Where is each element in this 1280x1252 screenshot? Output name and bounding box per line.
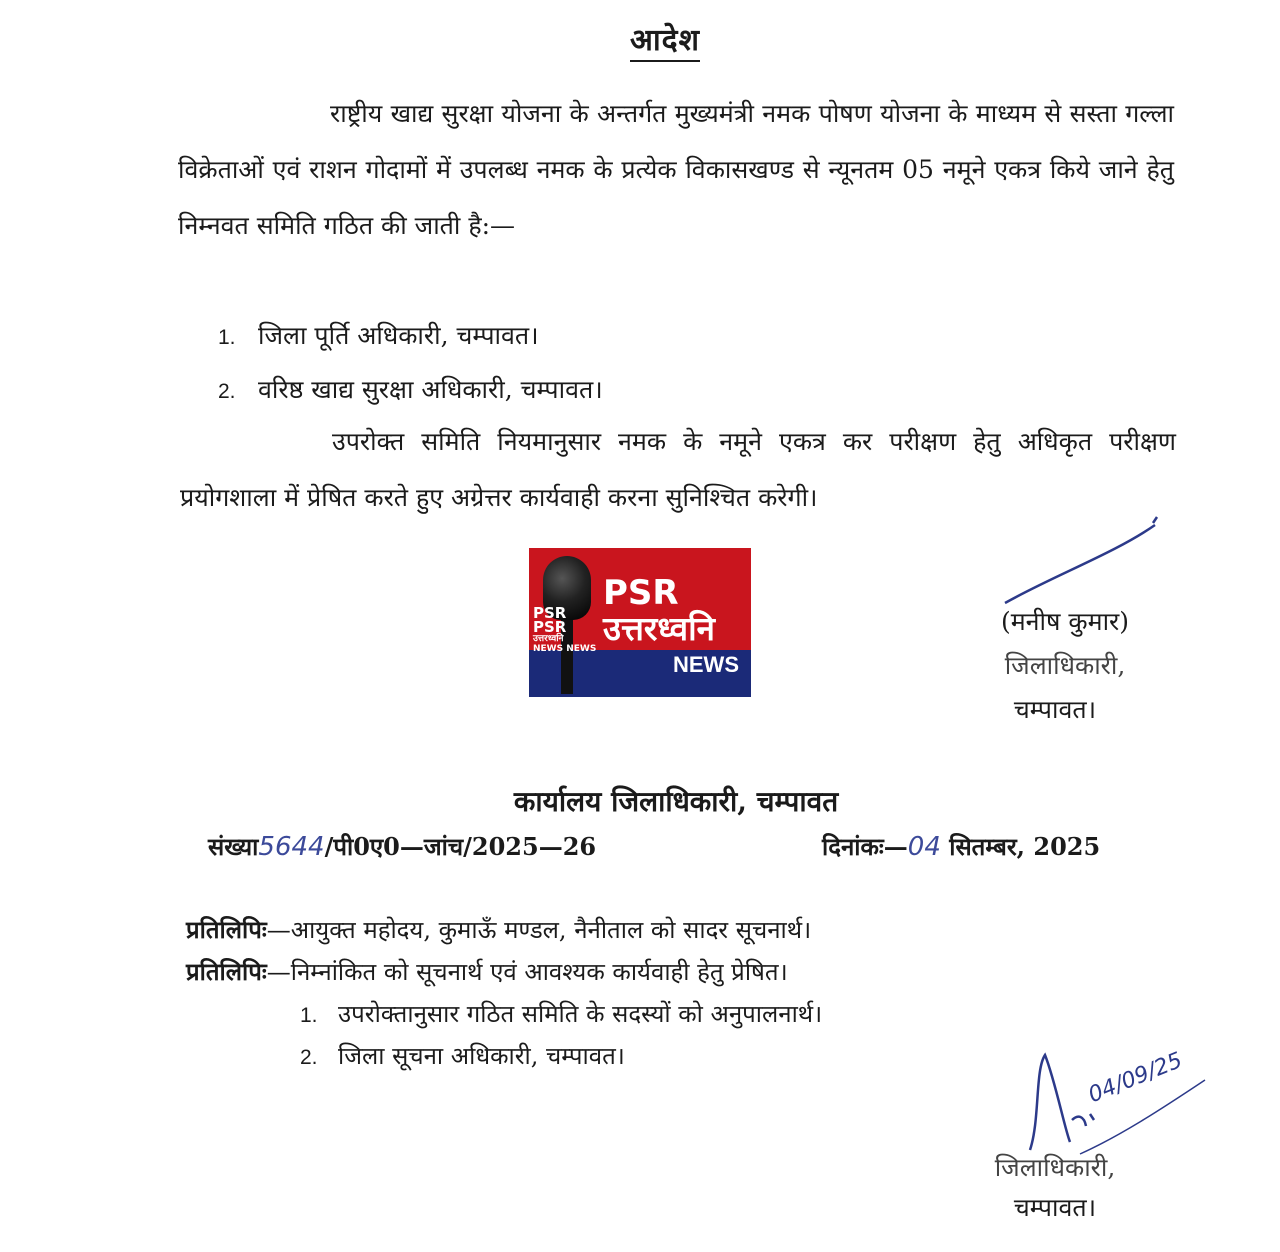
second-signature-date: 04/09/25 (1085, 1047, 1186, 1109)
list-number: 1. (218, 326, 236, 349)
order-heading (0, 18, 1280, 59)
committee-member-1 (218, 318, 539, 352)
reference-number (208, 830, 596, 863)
signatory-name: (मनीष कुमार) (1000, 607, 1130, 636)
office-heading: कार्यालय जिलाधिकारी, चम्पावत (513, 785, 839, 818)
signatory-designation: जिलाधिकारी, (1004, 651, 1126, 680)
second-signatory-place: चम्पावत। (1013, 1193, 1097, 1222)
copy-label: प्रतिलिपिः (186, 957, 267, 986)
list-number: 2. (218, 380, 236, 403)
copy-text: —निम्नांकित को सूचनार्थ एवं आवश्यक कार्यवाही हेतु प्रेषित। (266, 958, 788, 986)
mic-label-uttar: उत्तरध्वनि (533, 634, 564, 644)
order-heading-text: आदेश (630, 23, 700, 62)
reference-suffix: /पी0ए0—जांच/2025—26 (324, 832, 597, 861)
logo-uttardhwani: उत्तरध्वनि (603, 609, 716, 648)
copy-text: —आयुक्त महोदय, कुमाऊँ मण्डल, नैनीताल को सादर सूचनार्थ। (266, 916, 812, 944)
list-number: 2. (300, 1046, 318, 1069)
copy-label: प्रतिलिपिः (186, 915, 267, 944)
reference-date (822, 830, 1100, 863)
reference-handwritten-number: 5644 (258, 832, 325, 862)
date-rest: सितम्बर, 2025 (949, 832, 1101, 861)
list-text: जिला पूर्ति अधिकारी, चम्पावत। (258, 321, 539, 350)
copy-item-1 (300, 997, 822, 1030)
mic-label-psr: PSR PSR (533, 604, 567, 636)
reference-prefix: संख्या (208, 832, 259, 861)
copy-line-1 (186, 913, 811, 946)
logo-news: NEWS (673, 652, 739, 677)
psr-uttardhwani-logo (529, 548, 751, 697)
copy-line-2 (186, 955, 788, 988)
date-handwritten-day: 04 (907, 832, 941, 862)
second-signatory-designation: जिलाधिकारी, (994, 1153, 1116, 1182)
list-text: उपरोक्तानुसार गठित समिति के सदस्यों को अनुपालनार्थ। (338, 1000, 823, 1028)
list-text: वरिष्ठ खाद्य सुरक्षा अधिकारी, चम्पावत। (258, 375, 603, 404)
signatory-place: चम्पावत। (1013, 695, 1097, 724)
mic-label (533, 606, 603, 654)
list-text: जिला सूचना अधिकारी, चम्पावत। (338, 1042, 625, 1070)
list-number: 1. (300, 1004, 318, 1027)
mic-label-news: NEWS NEWS (533, 644, 597, 654)
date-prefix: दिनांकः— (822, 832, 908, 861)
committee-member-2 (218, 372, 603, 406)
second-signature-stroke (1010, 1047, 1230, 1160)
copy-item-2 (300, 1039, 625, 1072)
instruction-paragraph: उपरोक्त समिति नियमानुसार नमक के नमूने एकत्र कर परीक्षण हेतु अधिकृत परीक्षण प्रयोगशाला में प्रेषित करते हुए अग्रेत्तर कार्यवाही करना सुनिश्चित करेगी। (180, 427, 1176, 512)
logo-psr: PSR (603, 573, 679, 613)
signature-stroke (995, 515, 1175, 615)
order-paragraph: राष्ट्रीय खाद्य सुरक्षा योजना के अन्तर्गत मुख्यमंत्री नमक पोषण योजना के माध्यम से सस्ता गल्ला विक्रेताओं एवं राशन गोदामों में उपलब्ध नमक के प्रत्येक विकासखण्ड से न्यूनतम 05 नमूने एकत्र किये जाने हेतु निम्नवत समिति गठित की जाती है:— (178, 99, 1174, 240)
